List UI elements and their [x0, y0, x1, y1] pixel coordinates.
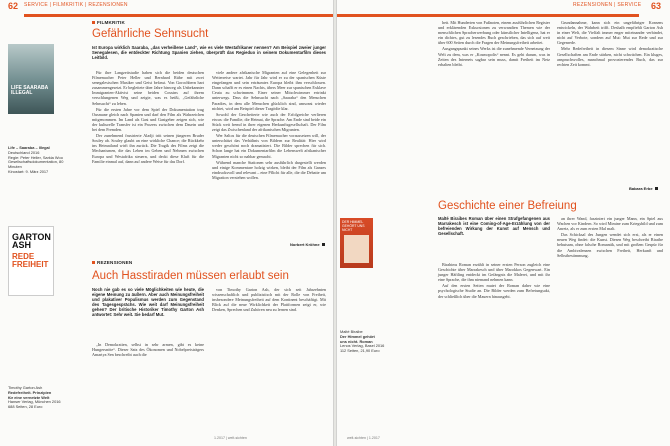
text-column-2 — [212, 287, 326, 432]
signature-text: Babara Erbe — [629, 186, 653, 191]
page-header: SERVICE | FILMKRITIK | REZENSIONEN — [24, 2, 128, 8]
paragraph: Birahims Roman erzählt in seiner ersten Person zugleich eine Geschichte über Marrakesch und über Marokkos Gegenwart. Ein junger Häftling entdeckt im Gefängnis die Malerei, und mit ihr eine Sprache, die ihm niemand nehmen kann. — [438, 262, 550, 283]
caption-line: Redefreiheit. Prinzipien — [8, 389, 52, 395]
paragraph: „In Demokratien, selbst in sehr armen, gibt es keine Hungersnöte“. Dieser Satz des Ökonomen und Nobelpreisträgers Amartya Sen beschreibt auch die — [92, 342, 204, 358]
text-column-2 — [557, 20, 663, 180]
paragraph: Für die ersten Jahre vor dem Spiel der Dokumentation trug Ousmane gleich nach Spanien und darf den Film als Wahrzeichen mitgenommen. Im Land als Gast und Gastgeber zeigen sich, wie der kulturelle Transfer ist ein Prozess zwischen dem Dasein und bei dem Fremden. — [92, 106, 204, 133]
caption-line: Hanser Verlag, München 2016 — [8, 399, 61, 405]
signature-text: Norbert Kröhne — [290, 242, 320, 247]
film-caption — [8, 146, 72, 175]
end-mark — [655, 187, 658, 190]
cover-title: REDE FREIHEIT — [12, 252, 49, 269]
paragraph: Wer Saltos für die deutschen Filmemacher voraussetzen will, der unterschätzt das Verhältnis von Bildern zur Realität: Hier wird weder geschönt noch dramatisiert. Die Bilder sprechen für sich. Schon lange hat ein Dokumentarfilm die Lebenswelt afrikanischer Migranten nicht so nahbar gemacht. — [212, 133, 326, 159]
caption-line: uns nicht. Roman — [340, 338, 373, 344]
page-number: 62 — [8, 1, 19, 11]
caption-line: Lenos Verlag, Basel 2016 — [340, 343, 385, 349]
caption-line: Life – Saaraba – Illegal — [8, 145, 50, 150]
caption-line: Der Himmel gehört — [340, 333, 375, 339]
text-column-1 — [438, 20, 550, 185]
book-cover-redefreiheit — [8, 226, 54, 296]
cover-title: LIFE SAARABA ILLEGAL — [11, 85, 49, 96]
section-label: REZENSIONEN — [92, 260, 132, 265]
book-cover-der-himmel — [340, 218, 373, 268]
text-column-2 — [557, 216, 663, 432]
lead-paragraph: Ist Europa wirklich Saaraba, „das verheißene Land“, wie es viele Westafrikaner nennen? Am Beispiel zweier junger Senegalesen, die entdeckter Richtung Spanien ziehen, überprüft das Regieduo in seinem Dokumentarfilm dieses Leitbild. — [92, 45, 326, 61]
left-page — [0, 0, 333, 446]
author-signature — [629, 186, 658, 191]
caption-line: 112 Seiten, 21,90 Euro — [340, 348, 380, 354]
caption-line: Timothy Garton Ash — [8, 385, 43, 390]
paragraph: von Timothy Garton Ash, der sich seit Jahrzehnten wissenschaftlich und publizistisch mit der Rolle von Freiheit, insbesondere Meinungsfreiheit auf dem Kontinent beschäftigt. Mit Blick auf die neue Wirklichkeit der Plattformen zeigt er, wie Denken, Sprechen und Zuhören neu zu lernen sind. — [212, 287, 326, 313]
header-rule — [337, 14, 639, 17]
caption-line: Kinostart: 9. März 2017 — [8, 168, 49, 174]
caption-line: Malté Biraibe — [340, 329, 363, 334]
page-header: REZENSIONEN | SERVICE — [573, 2, 642, 8]
text-column-2 — [212, 70, 326, 230]
paragraph: Grundannahme, kann sich ein ungefähriger Konsens entwickeln, der Wahrheit trifft. Deshalb empfiehlt Garton Ash in einer Welt, die Vielfalt immer enger miteinander verbindet, nicht auf Verbote, sondern auf Mut: Mut zur Rede und zur Gegenrede. — [557, 20, 663, 46]
headline: Gefährliche Sehnsucht — [92, 28, 209, 40]
end-mark — [322, 243, 325, 246]
paragraph: Mehr Redefreiheit in diesem Sinne wird demokratische Gesellschaften am Ende stärken, nicht schwächen. Ein kluges, anspruchsvolles, manchmal provozierendes Buch, das zur rechten Zeit kommt. — [557, 46, 663, 67]
text-column-1 — [438, 262, 550, 432]
paragraph: an ihrer Wand, fasziniert ein junger Mann, ein Spiel aus Wachen vor Kindern. So wird Mimine zum Kriegsbild und zum Anreiz, als er zum ersten Mal malt. — [557, 216, 663, 232]
book-caption — [340, 330, 402, 354]
paragraph: heit. Mit Hunderten von Fußnoten, einem ausführlichen Register und erklärenden Exkursionen zu verwandten Themen wie der menschlichen Spracherwerbung oder künstlicher Intelligenz, hat er ein dichtes, gut zu lesendes Buch geschrieben, das sich auf weit über 600 Seiten durch die Fragen der Meinungsfreiheit arbeitet. — [438, 20, 550, 46]
lead-paragraph: Noch nie gab es so viele Möglichkeiten wie heute, die eigene Meinung zu äußern. Aber auch Meinungsfreiheit und plakativer Populismus werden zum Gegenstand des Tagesgesprächs. Wie weit darf Meinungsfreiheit gehen? Der britische Historiker Timothy Garton Ash antwortet: Sehr weit. Sie bedarf Mut. — [92, 287, 204, 318]
book-caption — [8, 386, 78, 410]
text-column-1 — [92, 342, 204, 432]
paragraph: Während manche Stationen sehr ausführlich dargestellt werden und einige Kommentare holzig wirken, bleibt der Film als Ganzes eindrucksvoll und relevant – eine Pflicht für alle, die die Debatte um Migration verstehen wollen. — [212, 159, 326, 180]
paragraph: Der zunehmend frustrierte Aladji tritt seinen jüngeren Bruder Souley ab. Souley glaubt an eine wirkliche Chance; die Rückkehr ins Heimatland wirft ihn zurück. Die Tragik des Films zeigt die Mechanismen, die das Leben im Geben und Nehmen zwischen Europa und Westafrika steuern, und deckt diese Kluft für die Familie einmal auf, dann auf andere Weise für das Dorf. — [92, 133, 204, 164]
headline: Auch Hasstiraden müssen erlaubt sein — [92, 270, 289, 282]
lead-paragraph: Malté Biraibes Roman über einen Strafgefangenen aus Marrakesch ist eine Coming-of-Age-Erzählung von der befreienden Wirkung der Kunst auf Mensch und Gesellschaft. — [438, 216, 550, 237]
author-signature — [290, 242, 325, 247]
cover-author: GARTON ASH — [12, 232, 51, 250]
paragraph: Für ihre Langzeitstudie haben sich die beiden deutschen Filmemacher Peter Heller und Bernhard Rübe mit zwei senegalesischen Musiker und Geist befasst. Von Gorochbern hart zusammengesetzt. Er begleitete über Jahre hinweg als Unbekannter Immigranten-Aktivist seine beiden Cousins auf ihrem verschlungenen Weg und zeigte, was es heißt, „Gefährliche Sehnsucht“ zu leben. — [92, 70, 204, 106]
caption-line: 688 Seiten, 28 Euro — [8, 404, 43, 410]
paragraph: Auf den ersten Seiten mutet der Roman daher wie eine psychologische Studie an. Die Bilder werden zum Befreiungsakt, der schließlich über die Mauern hinausgeht. — [438, 283, 550, 299]
caption-line: Deutschland 2016 — [8, 149, 40, 155]
header-rule — [24, 14, 333, 17]
caption-line: Gesellschaftsdokumentation, 80 Minuten — [8, 159, 64, 170]
right-page — [337, 0, 670, 446]
caption-line: für eine vernetzte Welt — [8, 394, 50, 400]
cover-title: DER HIMMEL GEHÖRT UNS NICHT — [342, 220, 365, 232]
cover-illustration — [344, 235, 369, 263]
paragraph: Das Schicksal des Jungen wendet sich erst, als er einen neuen Weg findet: die Kunst. Diesen Weg beschreibt Biraibe behutsam, ohne falsche Romantik, und mit großem Gespür für die Ambivalenzen zwischen Freiheit, Herkunft und Selbstbestimmung. — [557, 232, 663, 258]
headline: Geschichte einer Befreiung — [438, 200, 577, 212]
paragraph: viele andere afrikanische Migranten auf eine Gelegenheit zur Weiterreise wartet. Jahr für Jahr wird er zu der spanischen Küste eingefangen und sein erträumtes Europa bleibt ihm verschlossen. Dann schafft er es einen Nachts, übers Meer zur spanischen Exklave Ceuta zu schwimmen. Einer seiner Mitschwimmer ertrinkt unterwegs. Dass die Sehnsucht nach „Saaraba“ den Menschen Paradies, in dem alle Menschen glücklich sind, umsonst wieder nichtet, wird am Beispiel dieser Tragödie klar. — [212, 70, 326, 111]
book-cover-life-saaraba — [8, 44, 54, 114]
page-number: 63 — [651, 1, 662, 11]
text-column-1 — [92, 70, 204, 238]
paragraph: Sowohl der Gescheiterte wie auch der Erfolgreiche verlieren etwas: die Familie, die Heimat, die Sprache. Am Ende sind beide ein Stück weit fremd in ihrer eigenen Herkunftsgesellschaft. Der Film zeigt das Zwischenland der afrikanischen Migranten. — [212, 111, 326, 133]
section-label: FILMKRITIK — [92, 20, 125, 25]
paragraph: Ausgangspunkt seines Werks ist die zunehmende Vernetzung der Welt zu dem, was er „Kosmopolis“ nennt. Es geht darum, was in Zeiten des Internets sagbar sein muss, damit Freiheit im Netz erhalten bleibt. — [438, 46, 550, 67]
page-footer: 1.2017 | welt-sichten — [214, 436, 247, 440]
page-footer: welt-sichten | 1.2017 — [347, 436, 380, 440]
caption-line: Regie: Peter Heller, Sarkia Woo — [8, 154, 63, 160]
